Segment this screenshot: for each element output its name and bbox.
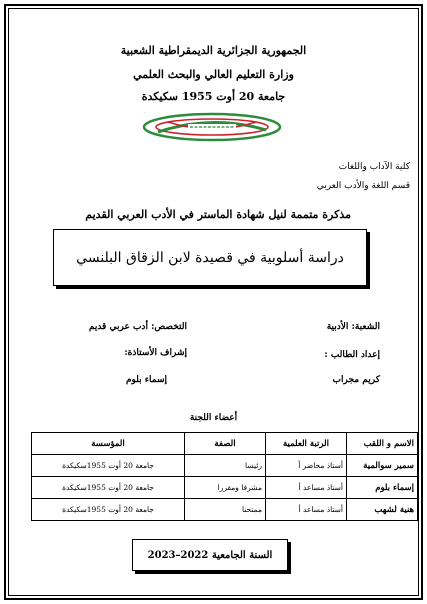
col-header-name: الاسم و اللقب bbox=[347, 433, 418, 455]
faculty-name: كلية الآداب واللغات bbox=[338, 162, 410, 172]
student-name: كريم مجراب bbox=[332, 375, 380, 385]
member-name: إسماء بلوم bbox=[347, 477, 418, 499]
col-header-role: الصفة bbox=[185, 433, 266, 455]
supervisor-name: إسماء بلوم bbox=[125, 375, 167, 385]
committee-table bbox=[31, 432, 418, 521]
table-row bbox=[32, 477, 418, 499]
member-role: مشرفا ومقررا bbox=[185, 477, 266, 499]
member-institution: جامعة 20 أوت 1955سكيكدة bbox=[32, 499, 185, 521]
member-rank: أستاذ محاضر أ bbox=[266, 455, 347, 477]
thesis-title-box bbox=[53, 229, 367, 286]
member-rank: أستاذ مساعد أ bbox=[266, 499, 347, 521]
member-name: هنية لشهب bbox=[347, 499, 418, 521]
table-header-row bbox=[32, 433, 418, 455]
university-heading: جامعة 20 أوت 1955 سكيكدة bbox=[141, 90, 286, 103]
supervisor-label: إشراف الأستاذة: bbox=[124, 348, 187, 358]
branch-label: الشعبة: الأدبية bbox=[326, 322, 380, 332]
university-logo bbox=[128, 108, 296, 146]
member-institution: جامعة 20 أوت 1955سكيكدة bbox=[32, 455, 185, 477]
member-institution: جامعة 20 أوت 1955سكيكدة bbox=[32, 477, 185, 499]
specialty-label: التخصص: أدب عربي قديم bbox=[88, 322, 187, 332]
col-header-institution: المؤسسة bbox=[32, 433, 185, 455]
academic-year-box bbox=[132, 539, 288, 571]
member-role: ممتحنا bbox=[185, 499, 266, 521]
member-rank: أستاذ مساعد أ bbox=[266, 477, 347, 499]
table-row bbox=[32, 455, 418, 477]
member-role: رئيسا bbox=[185, 455, 266, 477]
prepared-by-label: إعداد الطالب : bbox=[324, 350, 380, 360]
thesis-title: دراسة أسلوبية في قصيدة لابن الزقاق البلنسي bbox=[76, 249, 344, 266]
academic-year: السنة الجامعية 2022–2023 bbox=[147, 549, 273, 561]
department-name: قسم اللغة والأدب العربي bbox=[316, 181, 410, 191]
table-row bbox=[32, 499, 418, 521]
ministry-heading: وزارة التعليم العالي والبحث العلمي bbox=[133, 68, 294, 81]
memo-subtitle: مذكرة متممة لنيل شهادة الماستر في الأدب العربي القديم bbox=[85, 208, 351, 221]
col-header-rank: الرتبة العلمية bbox=[266, 433, 347, 455]
member-name: سمير سوالمية bbox=[347, 455, 418, 477]
committee-title: أعضاء اللجنة bbox=[189, 413, 238, 423]
republic-heading: الجمهورية الجزائرية الديمقراطية الشعبية bbox=[120, 44, 307, 57]
